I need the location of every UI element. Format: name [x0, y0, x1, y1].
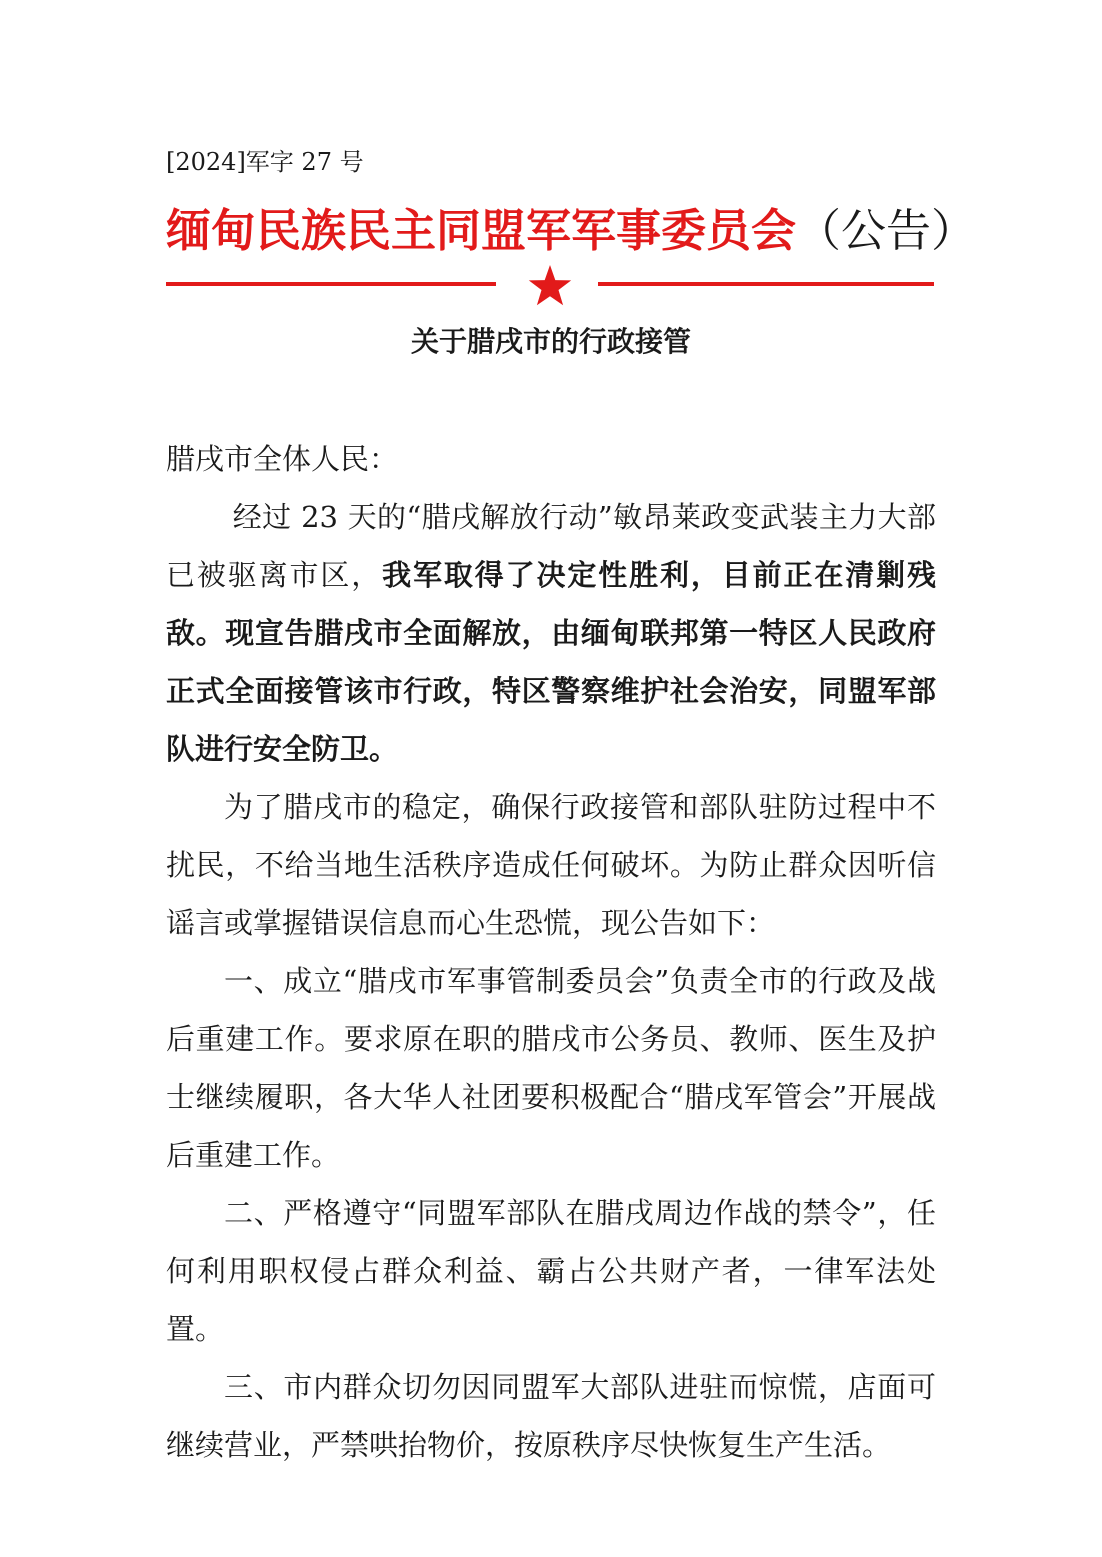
paragraph-5: 三、市内群众切勿因同盟军大部队进驻而惊慌，店面可继续营业，严禁哄抬物价，按原秩序尽快恢复生产生活。: [166, 1370, 936, 1462]
paragraph-4: 二、严格遵守“同盟军部队在腊戌周边作战的禁令”，任何利用职权侵占群众利益、霸占公共财产者，一律军法处置。: [166, 1196, 936, 1346]
paragraph-1-bold: 我军取得了决定性胜利，目前正在清剿残敌。现宣告腊戌市全面解放，由缅甸联邦第一特区人民政府正式全面接管该市行政，特区警察维护社会治安，同盟军部队进行安全防卫。: [166, 558, 936, 766]
header-title: [166, 200, 977, 262]
paragraph-1-normal: 经过 23 天的“腊戌解放行动”敏昂莱政变武装主力大部已被驱离市区，: [166, 500, 936, 592]
document-body: [166, 430, 936, 1474]
paragraph-1: [166, 488, 936, 778]
red-star-icon: [528, 264, 572, 308]
header-rule-left: [166, 282, 496, 286]
header-title-suffix: （公告）: [796, 204, 977, 257]
paragraph-2: 为了腊戌市的稳定，确保行政接管和部队驻防过程中不扰民，不给当地生活秩序造成任何破坏。为防止群众因听信谣言或掌握错误信息而心生恐慌，现公告如下：: [166, 790, 936, 940]
document-number: [2024]军字 27 号: [166, 148, 364, 176]
paragraph-3: 一、成立“腊戌市军事管制委员会”负责全市的行政及战后重建工作。要求原在职的腊戌市公务员、教师、医生及护士继续履职，各大华人社团要积极配合“腊戌军管会”开展战后重建工作。: [166, 964, 936, 1172]
document-subtitle: 关于腊戌市的行政接管: [410, 325, 691, 358]
header-title-organization: 缅甸民族民主同盟军军事委员会: [166, 204, 797, 257]
salutation: 腊戌市全体人民：: [166, 442, 399, 476]
header-rule-right: [598, 282, 934, 286]
